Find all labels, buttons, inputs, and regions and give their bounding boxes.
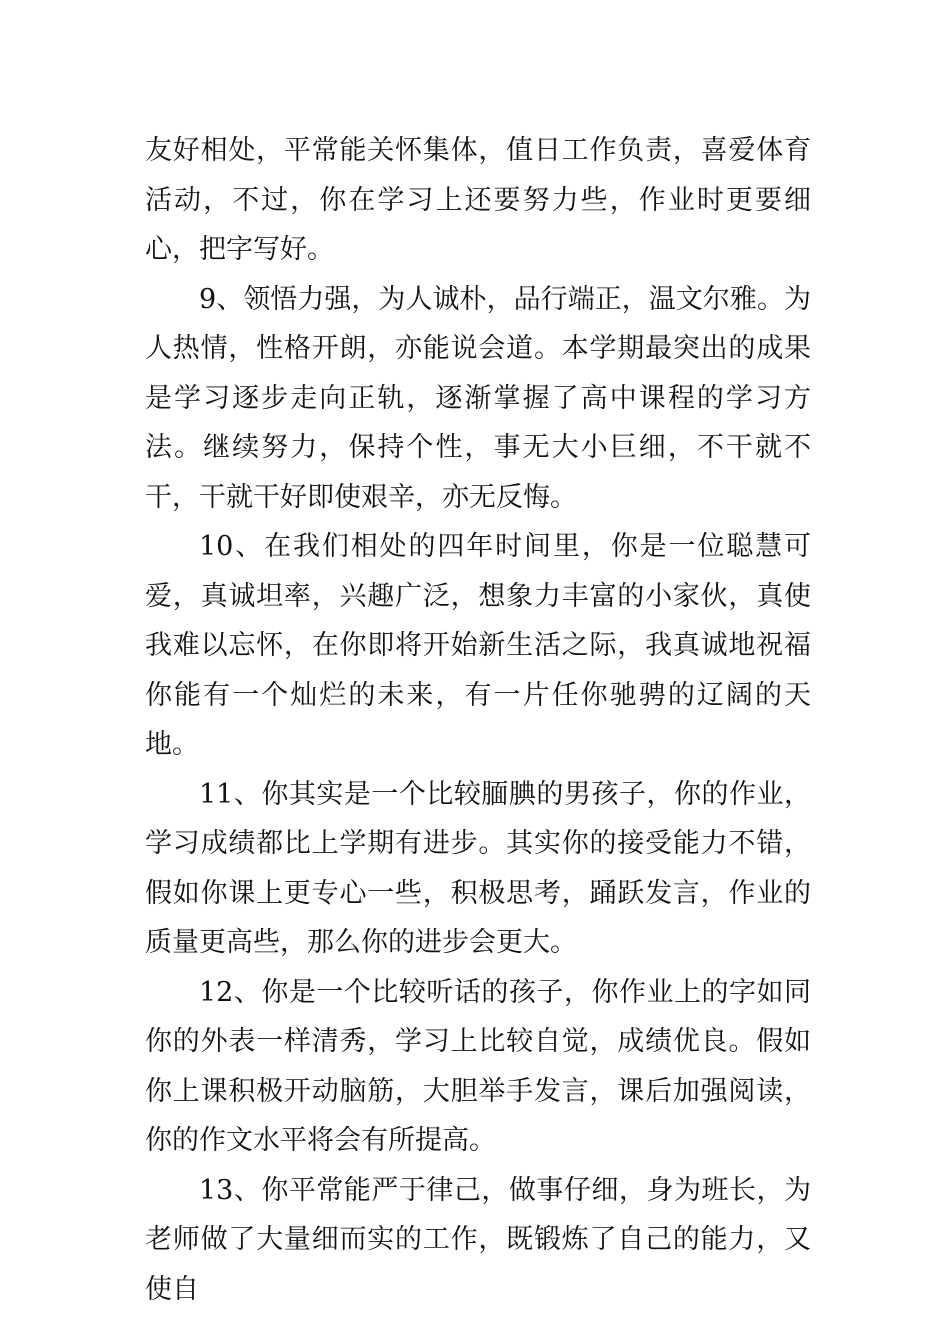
paragraph-comment-13: 13、你平常能严于律己，做事仔细，身为班长，为老师做了大量细而实的工作，既锻炼了自己的能力，又使自 <box>145 1174 811 1305</box>
paragraph-comment-12: 12、你是一个比较听话的孩子，你作业上的字如同你的外表一样清秀，学习上比较自觉，成绩优良。假如你上课积极开动脑筋，大胆举手发言，课后加强阅读，你的作文水平将会有所提高。 <box>145 976 811 1156</box>
paragraph-comment-9: 9、领悟力强，为人诚朴，品行端正，温文尔雅。为人热情，性格开朗，亦能说会道。本学期最突出的成果是学习逐步走向正轨，逐渐掌握了高中课程的学习方法。继续努力，保持个性，事无大小巨细，不干就不干，干就干好即使艰辛，亦无反悔。 <box>145 283 811 513</box>
paragraph-comment-11: 11、你其实是一个比较腼腆的男孩子，你的作业，学习成绩都比上学期有进步。其实你的接受能力不错，假如你课上更专心一些，积极思考，踊跃发言，作业的质量更高些，那么你的进步会更大。 <box>145 778 811 958</box>
paragraph-comment-10: 10、在我们相处的四年时间里，你是一位聪慧可爱，真诚坦率，兴趣广泛，想象力丰富的小家伙，真使我难以忘怀，在你即将开始新生活之际，我真诚地祝福你能有一个灿烂的未来，有一片任你驰骋的辽阔的天地。 <box>145 531 811 760</box>
paragraph-continued: 友好相处，平常能关怀集体，值日工作负责，喜爱体育活动，不过，你在学习上还要努力些，作业时更要细心，把字写好。 <box>145 135 811 265</box>
document-body <box>145 126 811 1314</box>
